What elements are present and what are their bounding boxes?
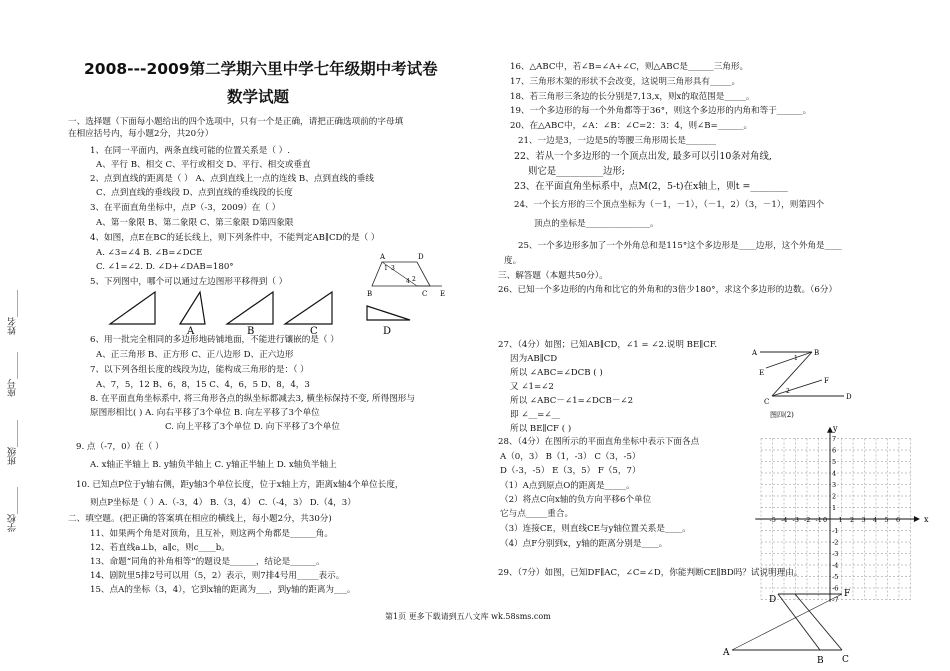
question-22: 22、若从一个多边形的一个顶点出发, 最多可以引10条对角线, — [514, 151, 772, 162]
question-1-options: A、平行 B、相交 C、平行或相交 D、平行、相交或垂直 — [96, 160, 311, 170]
fig29-label-c: C — [842, 655, 849, 665]
side-label-school: 学校______ — [8, 487, 18, 532]
y-tick-label: -1 — [832, 527, 839, 535]
y-tick-label: -4 — [832, 561, 839, 570]
question-1: 1、在同一平面内，两条直线可能的位置关系是（ ）. — [90, 146, 290, 156]
y-tick-label: 2 — [832, 492, 837, 501]
x-tick-label: -2 — [804, 516, 811, 524]
fig27-label-a: A — [752, 349, 758, 357]
question-26: 26、已知一个多边形的内角和比它的外角和的3倍少180°，求这个多边形的边数。（6分） — [498, 285, 838, 295]
y-tick-label: 5 — [832, 458, 837, 466]
question-3: 3、在平面直角坐标中，点P（-3，2009）在（ ） — [90, 203, 281, 213]
fig4-label-4: 4 — [406, 278, 410, 285]
q28-part-1: （1）A点到原点O的距离是_____。 — [500, 481, 635, 491]
question-9: 9. 点（-7，0）在（ ） — [76, 442, 164, 452]
q28-part-2: （2）将点C向x轴的负方向平移6个单位 — [500, 495, 652, 505]
question-29: 29、（7分）如图，已知DF∥AC，∠C=∠D，你能判断CE∥BD吗？试说明理由。 — [498, 568, 803, 578]
question-5-figures — [105, 290, 428, 337]
y-tick-label: -3 — [832, 550, 839, 558]
question-25-cont: 度。 — [504, 256, 522, 266]
question-27-figure — [752, 346, 862, 426]
question-8: 8. 在平面直角坐标系中, 将三角形各点的纵坐标都减去3, 横坐标保持不变, 所得图形与 — [90, 394, 415, 404]
fig27-caption: 图四(2) — [770, 411, 794, 419]
section3-heading: 三、解答题（本题共50分）。 — [498, 271, 608, 281]
exam-subtitle: 数学试题 — [227, 88, 290, 106]
fig27-label-e: E — [759, 369, 765, 377]
x-tick-label: -3 — [792, 516, 799, 524]
exam-title: 2008---2009第二学期六里中学七年级期中考试卷 — [84, 60, 438, 78]
x-tick-label: 1 — [838, 516, 843, 524]
x-tick-label: -5 — [769, 516, 776, 524]
y-tick-label: -6 — [832, 584, 839, 593]
y-tick-label: -7 — [832, 596, 839, 604]
question-29-figure — [720, 582, 870, 671]
fig27-label-f: F — [824, 377, 829, 385]
q5-label-d: D — [383, 326, 392, 337]
fig27-label-2: 2 — [786, 388, 790, 395]
question-13: 13、命题“同角的补角相等”的题设是______，结论是______。 — [90, 557, 325, 567]
question-18: 18、若三角形三条边的长分别是7,13,x，则x的取范围是_____。 — [510, 92, 755, 102]
question-10: 10. 已知点P位于y轴右侧，距y轴3个单位长度，位于x轴上方，距离x轴4个单位长度， — [76, 480, 404, 490]
y-tick-label: -5 — [832, 573, 839, 581]
x-tick-label: -1 — [815, 516, 822, 524]
section1-heading: 一、选择题（下面每小题给出的四个选项中，只有一个是正确，请把正确选项前的字母填 — [68, 117, 404, 127]
y-tick-label: 3 — [832, 481, 837, 489]
fig4-label-a: A — [380, 253, 386, 261]
question-19: 19、一个多边形的每一个外角都等于36°，则这个多边形的内角和等于______。 — [510, 106, 812, 116]
x-axis-label: x — [923, 515, 929, 524]
question-20: 20、在△ABC中，∠A：∠B：∠C=2：3：4，则∠B=______。 — [510, 121, 753, 131]
q5-triangle-d — [367, 306, 410, 320]
question-23: 23、在平面直角坐标系中，点M(2，5-t)在x轴上，则t =________ — [514, 181, 788, 192]
question-7-options: A、7，5，12 B、6，8，15 C、4，6，5 D、8，4，3 — [96, 380, 310, 390]
question-22-cont: 则它是__________边形; — [528, 166, 625, 177]
q28-part-3: （3）连接CE，则直线CE与y轴位置关系是____。 — [500, 524, 691, 534]
y-tick-label: 6 — [832, 446, 837, 455]
q5-triangle-a — [180, 292, 205, 324]
side-label-class: 班级______ — [8, 420, 18, 465]
side-label-seat: 座号______ — [8, 352, 18, 397]
x-tick-label: 2 — [850, 516, 855, 524]
section1-heading-cont: 在相应括号内，每小题2分，共20分） — [68, 129, 214, 139]
fig4-label-e: E — [440, 290, 446, 298]
question-17: 17、三角形木架的形状不会改变，这说明三角形具有_____。 — [510, 77, 741, 87]
question-21: 21、一边是3，一边是5的等腰三角形周长是_______ — [518, 136, 717, 146]
fig4-label-c: C — [422, 290, 428, 298]
q27-step-5: 即 ∠__=∠__ — [510, 410, 561, 420]
question-7: 7、以下列各组长度的线段为边，能构成三角形的是：（ ） — [90, 365, 309, 375]
question-8-options-cd: C. 向上平移了3个单位 D. 向下平移了3个单位 — [165, 422, 340, 432]
question-4-options-ab: A. ∠3=∠4 B. ∠B=∠DCE — [96, 248, 203, 258]
fig4-label-3: 3 — [391, 265, 395, 272]
q27-step-1: 因为AB∥CD — [510, 354, 558, 364]
question-25: 25、一个多边形多加了一个外角总和是115°这个多边形是____边形，这个外角是____ — [518, 241, 842, 251]
fig29-label-a: A — [723, 648, 730, 658]
question-28: 28、（4分）在图所示的平面直角坐标中表示下面各点 — [498, 437, 700, 447]
x-tick-label: 3 — [861, 516, 866, 524]
question-15: 15、点A的坐标（3，4），它到x轴的距离为___，到y轴的距离为___。 — [90, 585, 356, 595]
question-24-cont: 顶点的坐标是_______________。 — [534, 219, 659, 229]
y-tick-label: 4 — [832, 469, 837, 478]
fig29-label-b: B — [817, 656, 824, 666]
question-4: 4、如图，点E在BC的延长线上，则下列条件中，不能判定AB∥CD的是（ ） — [90, 233, 380, 243]
question-5: 5、下列图中，哪个可以通过左边图形平移得到（ ） — [90, 277, 288, 287]
q27-step-6: 所以 BE∥CF ( ) — [510, 424, 572, 434]
fig27-label-b: B — [814, 349, 820, 357]
y-tick-label: -2 — [832, 538, 839, 547]
question-8-options-ab: 原图形相比( ) A. 向右平移了3个单位 B. 向左平移了3个单位 — [90, 408, 320, 418]
question-14: 14、剧院里5排2号可以用（5，2）表示，则7排4号用_____表示。 — [90, 571, 345, 581]
x-axis-arrow — [914, 516, 920, 522]
question-11: 11、如果两个角是对顶角，且互补，则这两个角都是______角。 — [90, 529, 333, 539]
q27-step-2: 所以 ∠ABC=∠DCB ( ) — [510, 368, 603, 378]
q28-points-2: D（-3，-5） E（3，5） F（5，7） — [500, 466, 641, 476]
q5-label-b: B — [247, 326, 255, 337]
y-axis-label: y — [833, 423, 838, 433]
fig29-label-f: F — [844, 589, 851, 599]
q28-part-4: （4）点F分别到x，y轴的距离分别是____。 — [500, 539, 668, 549]
question-2: 2、点到直线的距离是（ ） A、点到直线上一点的连线 B、点到直线的垂线 — [90, 174, 374, 184]
q28-part-2-cont: 它与点_____重合。 — [500, 509, 574, 519]
question-6-options: A、正三角形 B、正方形 C、正八边形 D、正六边形 — [96, 350, 294, 360]
q5-label-a: A — [187, 326, 195, 337]
question-10-options: 则点P坐标是（ ）A.（-3，4） B.（3，4） C.（-4，3） D.（4，3） — [90, 498, 356, 508]
y-tick-label: 1 — [832, 504, 837, 512]
question-6: 6、用一批完全相同的多边形地砖铺地面，不能进行镶嵌的是（ ） — [90, 335, 339, 345]
section2-heading: 二、填空题。(把正确的答案填在相应的横线上，每小题2分，共30分) — [68, 514, 332, 524]
q5-original-triangle — [110, 292, 155, 324]
fig27-label-d: D — [846, 393, 852, 401]
question-2-options: C、点到直线的垂线段 D、点到直线的垂线段的长度 — [96, 188, 293, 198]
side-label-name: 姓名______ — [8, 290, 18, 335]
q5-triangle-c — [285, 292, 332, 324]
question-3-options: A、第一象限 B、第二象限 C、第三象限 D第四象限 — [96, 218, 294, 228]
fig27-label-1: 1 — [794, 355, 798, 362]
q28-points-1: A（0，3） B（1，-3） C（3，-5） — [500, 452, 641, 462]
question-16: 16、△ABC中，若∠B=∠A+∠C，则△ABC是______三角形。 — [510, 62, 749, 72]
question-9-options: A. x轴正半轴上 B. y轴负半轴上 C. y轴正半轴上 D. x轴负半轴上 — [90, 460, 337, 470]
question-12: 12、若直线a⊥b，a∥c，则c____b。 — [90, 543, 230, 553]
question-27: 27、（4分）如图；已知AB∥CD，∠1 = ∠2.说明 BE∥CF. — [498, 340, 718, 350]
q27-step-3: 又 ∠1=∠2 — [510, 382, 554, 392]
x-tick-label: 5 — [884, 516, 889, 524]
x-tick-label: 6 — [896, 516, 901, 524]
fig4-label-2: 2 — [412, 276, 416, 283]
fig4-label-1: 1 — [384, 265, 388, 272]
origin-label: 0 — [823, 516, 828, 524]
q5-label-c: C — [310, 326, 318, 337]
question-4-options-cd: C. ∠1=∠2. D. ∠D+∠DAB=180° — [96, 262, 234, 272]
fig29-label-d: D — [769, 595, 777, 605]
q5-triangle-b — [227, 292, 273, 324]
fig4-label-b: B — [367, 290, 373, 298]
fig27-label-c: C — [764, 398, 770, 406]
y-tick-label: 7 — [832, 435, 837, 443]
q27-step-4: 所以 ∠ABC－∠1=∠DCB－∠2 — [510, 396, 634, 406]
x-tick-label: 4 — [873, 516, 878, 524]
x-tick-label: -4 — [781, 516, 788, 524]
page-footer: 第1页 更多下载请到五八文库 wk.58sms.com — [385, 612, 551, 621]
question-24: 24、一个长方形的三个顶点坐标为（－1，－1），（－1，2）（3，－1），则第四个 — [514, 200, 825, 210]
fig4-label-d: D — [418, 253, 424, 261]
